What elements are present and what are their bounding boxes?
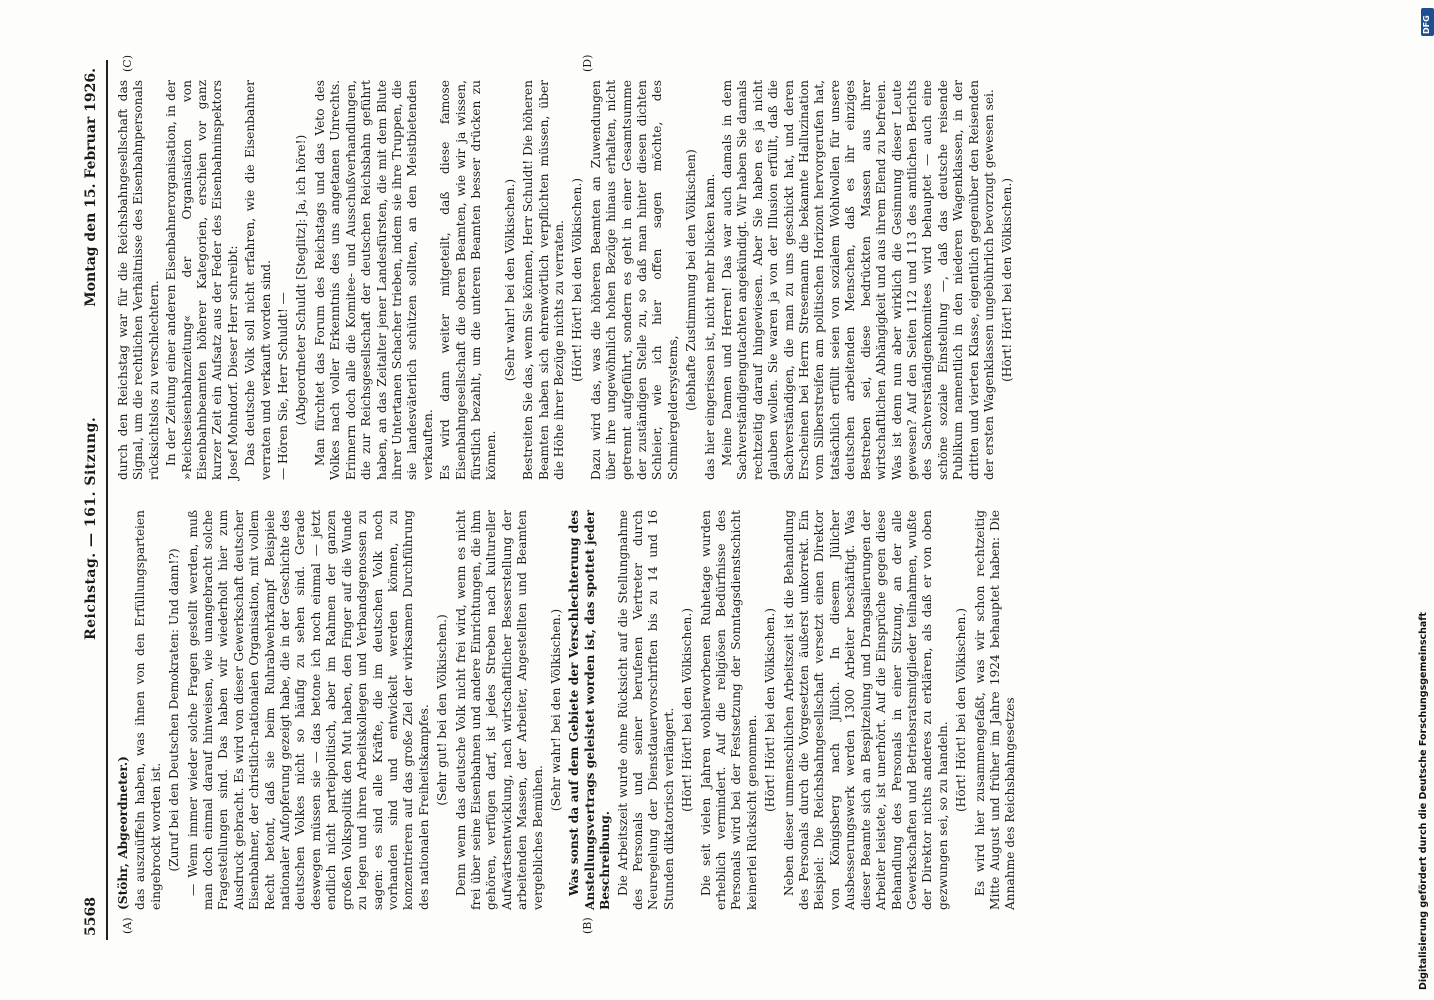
paragraph: Die Arbeitszeit wurde ohne Rücksicht auf die Stellungnahme des Personals und seiner berufenen Vertreter durch Neuregelung der Dienstdauervorschriften bis zu 14 und 16 Stunden diktatorisch verlängert.: [615, 510, 676, 910]
margin-marker-d: (D): [581, 54, 594, 72]
paragraph: Was sonst da auf dem Gebiete der Verschlechterung des Anstellungsvertrags geleistet worden ist, das spottet jeder Beschreibung.: [567, 510, 613, 910]
interjection: (Hört! Hört! bei den Völkischen.): [763, 607, 778, 813]
paragraph: Bestreiten Sie das, wenn Sie können, Herr Schuldt! Die höheren Beamten haben sich ehrenwörtlich verpflichten müssen, über die Höhe ihrer Bezüge nichts zu verraten.: [521, 80, 566, 480]
paragraph: das auszuüffeln haben, was ihnen von den Erfüllungsparteien eingebrockt worden ist.: [133, 510, 163, 910]
paragraph: durch den Reichstag war für die Reichsbahngesellschaft das Signal, um die rechtlichen Verhältnisse des Eisenbahnpersonals rücksichtslos zu verschlechtern.: [116, 80, 161, 480]
page-number: 5568: [83, 897, 99, 936]
right-column: [116, 80, 1310, 480]
dfg-logo-text: DFG: [1422, 15, 1431, 34]
paragraph: — Wenn immer wieder solche Fragen gestellt werden, muß man doch einmal darauf hinweisen, wie unangebracht solche Fragestellungen sind. Das haben wir wiederholt hier zum Ausdruck gebracht. Es wird von dieser Gewerkschaft deutscher Eisenbahner, der christlich-nationalen Organisation, mit vollem Recht betont, daß sie beim Ruhrabwehrkampf Beispiele nationaler Aufopferung gezeigt habe, die in der Geschichte des deutschen Volkes nicht so häufig zu sehen sind. Gerade deswegen müssen sie — das betone ich noch einmal — jetzt endlich nicht parteipolitisch, aber im Rahmen der ganzen großen Volkspolitik den Mut haben, den Finger auf die Wunde zu legen und ihren Arbeitskollegen und Verbandsgenossen zu sagen: es sind alle Kräfte, die im deutschen Volk noch vorhanden sind und entwickelt werden können, zu konzentrieren auf das große Ziel der wirksamen Durchführung des nationalen Freiheitskampfes.: [185, 510, 431, 910]
rotated-page-content: [80, 54, 1310, 940]
paragraph: Die seit vielen Jahren wohlerworbenen Ruhetage wurden erheblich vermindert. Auf die religiösen Bedürfnisse des Personals wird bei der Festsetzung der Sonntagsdienstschicht keinerlei Rücksicht genommen.: [698, 510, 759, 910]
interjection: (Hört! Hört! bei den Völkischen.): [954, 607, 969, 813]
quote: Das deutsche Volk soll nicht erfahren, wie die Eisenbahner verraten und verkauft worden sind.: [243, 80, 273, 480]
paragraph: Denn wenn das deutsche Volk nicht frei wird, wenn es nicht frei über seine Eisenbahnen und andere Einrichtungen, die ihm gehören, verfügen darf, ist jedes Streben nach kultureller Aufwärtsentwicklung, nach wirtschaftlicher Besserstellung der arbeitenden Massen, der Arbeiter, Angestellten und Beamten vergebliches Bemühen.: [453, 510, 545, 910]
paragraph: Dazu wird das, was die höheren Beamten an Zuwendungen über ihre ungewöhnlich hohen Bezüge hinaus erhalten, nicht getrennt aufgeführt, sondern es geht in einer Gesamtsumme der zuständigen Stelle zu, so daß man hinter diesen dichten Schleier, wie ich hier offen sagen möchte, des Schmiergeldersystems,: [588, 80, 680, 480]
session-date: Montag den 15. Februar 1926.: [83, 68, 99, 307]
session-title: Reichstag. — 161. Sitzung.: [83, 416, 99, 640]
digitization-credit: Digitalisierung gefördert durch die Deutsche Forschungsgemeinschaft: [1418, 612, 1429, 990]
paragraph: Es wird hier zusammengefaßt, was wir schon rechtzeitig Mitte August und früher im Jahre 1924 behauptet haben: Die Annahme des Reichsbahngesetzes: [972, 510, 1018, 910]
paragraph: Meine Damen und Herren! Das war auch damals in dem Sachverständigengutachten angekündigt. Wir haben Sie damals rechtzeitig darauf hingewiesen. Aber Sie haben es ja nicht glauben wollen. Sie waren ja von der Illusion erfüllt, daß die Sachverständigen, die man zu uns geschickt hat, und deren Erscheinen bei Herrn Stresemann die bekannte Halluzination vom Silberstreifen am politischen Horizont hervorgerufen hat, tatsächlich erfüllt seien von sozialem Wohlwollen für unsere deutschen arbeitenden Menschen, daß es ihr einziges Bestreben sei, diese bedrückten Massen aus ihrer wirtschaftlichen Abhängigkeit und aus ihrem Elend zu befreien. Was ist denn nun aber wirklich die Gesinnung dieser Leute gewesen? Auf den Seiten 112 und 113 des amtlichen Berichts des Sachverständigenkomitees wird behauptet — auch eine schöne soziale Einstellung —, daß das deutsche reisende Publikum namentlich in den niederen Wagenklassen, in der dritten und vierten Klasse, eigentlich gegenüber den Reisenden der ersten Wagenklassen ungebührlich bevorzugt gewesen sei.: [720, 80, 996, 480]
margin-marker-a: (A): [121, 917, 134, 934]
paragraph: Neben dieser unmenschlichen Arbeitszeit ist die Behandlung des Personals durch die Vorgesetzten äußerst unkorrekt. Ein Beispiel: Die Reichsbahngesellschaft versetzt einen Direktor von Königsberg nach Jülich. In diesem Jülicher Ausbesserungswerk werden 1300 Arbeiter beschäftigt. Was dieser Beamte sich an Bespitzelung und Drangsalierungen der Arbeiter leistete, ist unerhört. Auf die Einsprüche gegen diese Behandlung des Personals in einer Sitzung, an der alle Gewerkschaften und Betriebsratsmitglieder teilnahmen, wußte der Direktor nichts anderes zu erklären, als daß er von oben gezwungen sei, so zu handeln.: [781, 510, 950, 910]
interjection: (Sehr wahr! bei den Völkischen.): [502, 178, 517, 382]
margin-marker-c: (C): [121, 55, 134, 72]
interjection: (Sehr wahr! bei den Völkischen.): [548, 608, 563, 812]
interjection: (Zuruf bei den Deutschen Demokraten: Und dann!?): [167, 548, 182, 872]
page-header: [80, 60, 108, 940]
interjection: (Abgeordneter Schuldt [Steglitz]: Ja, ich höre!): [294, 134, 309, 426]
interjection: (Hört! Hört! bei den Völkischen.): [680, 607, 695, 813]
interjection: (lebhafte Zustimmung bei den Völkischen): [684, 149, 699, 411]
speaker-line: (Stöhr, Abgeordneter.): [116, 756, 130, 910]
interjection: (Hört! Hört! bei den Völkischen.): [1000, 177, 1015, 383]
aside: — Hören Sie, Herr Schuldt! —: [276, 292, 291, 480]
quote: Man fürchtet das Forum des Reichstags und das Veto des Volkes nach voller Erkenntnis des uns angetanen Unrechts. Erinnern doch alle die Komitee- und Ausschußverhandlungen, die zur Reichsgesellschaft der deutschen Reichsbahn geführt haben, an das Zeitalter jener Landesfürsten, die mit dem Blute ihrer Untertanen Schacher trieben, indem sie ihre Truppen, die sie landesväterlich schützen sollten, an den Meistbietenden verkauften.: [312, 80, 435, 480]
interjection: (Hört! Hört! bei den Völkischen.): [570, 177, 585, 383]
paragraph: Es wird dann weiter mitgeteilt, daß diese famose Eisenbahngesellschaft die oberen Beamten, wie wir ja wissen, fürstlich bezahlt, um die unteren Beamten besser drücken zu können.: [438, 80, 499, 480]
paragraph: das hier eingerissen ist, nicht mehr blicken kann.: [702, 173, 717, 480]
dfg-logo-icon: [1421, 8, 1434, 36]
margin-marker-b: (B): [581, 917, 594, 934]
paragraph: In der Zeitung einer anderen Eisenbahnerorganisation, in der »Reichseisenbahnzeitung« der Organisation von Eisenbahnbeamten höherer Kategorien, erschien vor ganz kurzer Zeit ein Aufsatz aus der Feder des Eisenbahninspektors Josef Mohndorf. Dieser Herr schreibt:: [164, 80, 240, 480]
interjection: (Sehr gut! bei den Völkischen.): [435, 614, 450, 806]
left-column: [116, 510, 1310, 910]
